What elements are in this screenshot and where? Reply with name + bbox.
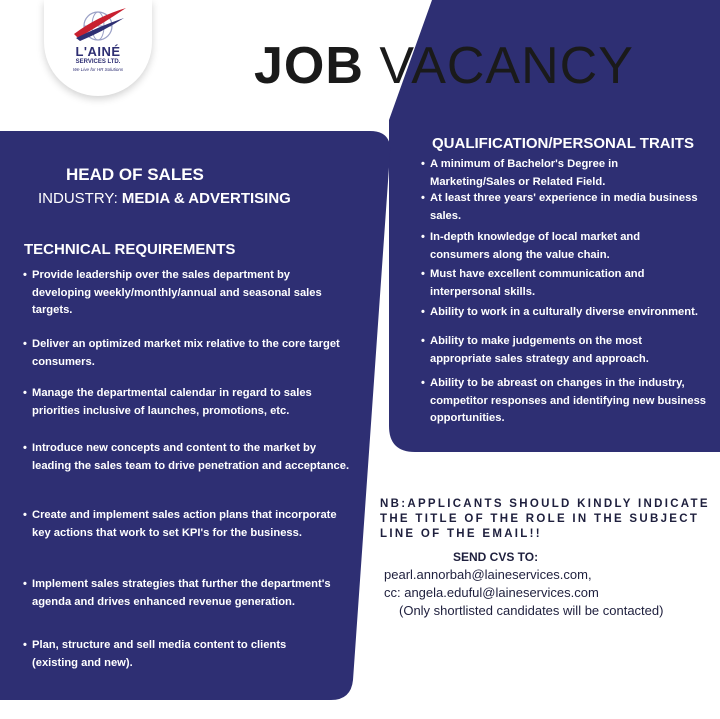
tech-item: • Deliver an optimized market mix relative to the core target consumers. — [23, 338, 340, 368]
qualification-item: • In-depth knowledge of local market and consumers along the value chain. — [421, 231, 641, 261]
cc-email-link[interactable]: cc: angela.eduful@laineservices.com — [384, 585, 599, 600]
applicant-note: NB:APPLICANTS SHOULD KINDLY INDICATE THE TITLE OF THE ROLE IN THE SUBJECT LINE OF THE EMAIL!! — [380, 498, 710, 540]
title-word-vacancy: VACANCY — [379, 37, 634, 95]
tech-item: • Introduce new concepts and content to the market by leading the sales team to drive penetration and acceptance. — [23, 442, 350, 472]
logo-tagline: We Live for HR Solutions — [72, 67, 124, 72]
title-word-job: JOB — [254, 37, 364, 95]
primary-email-link[interactable]: pearl.annorbah@laineservices.com, — [384, 567, 592, 582]
qualification-item: • Must have excellent communication and interpersonal skills. — [421, 268, 645, 298]
industry-value: MEDIA & ADVERTISING — [121, 190, 291, 207]
technical-requirements-heading: TECHNICAL REQUIREMENTS — [24, 241, 236, 258]
tech-item: • Plan, structure and sell media content to clients (existing and new). — [23, 639, 287, 669]
qualification-item: • At least three years' experience in media business sales. — [421, 192, 698, 222]
send-cvs-label: SEND CVS TO: — [453, 550, 539, 564]
qualification-heading: QUALIFICATION/PERSONAL TRAITS — [432, 135, 694, 152]
tech-item: • Provide leadership over the sales department by developing weekly/monthly/annual and seasonal sales targets. — [23, 269, 322, 316]
qualification-item: • Ability to be abreast on changes in the industry, competitor responses and identifying new business opportunities. — [421, 377, 707, 424]
qualification-item: • Ability to make judgements on the most appropriate sales strategy and approach. — [421, 335, 649, 365]
globe-swoosh-icon — [68, 4, 128, 44]
qualification-item: • A minimum of Bachelor's Degree in Marketing/Sales or Related Field. — [421, 158, 619, 188]
tech-item: • Implement sales strategies that further the department's agenda and drives enhanced revenue generation. — [23, 578, 331, 608]
role-title: HEAD OF SALES — [66, 165, 204, 184]
tech-item: • Manage the departmental calendar in regard to sales priorities inclusive of launches, promotions, etc. — [23, 387, 312, 417]
tech-item: • Create and implement sales action plans that incorporate key actions that work to set KPI's for the business. — [23, 509, 337, 539]
logo-name: L'AINÉ — [75, 44, 121, 59]
qualification-item: • Ability to work in a culturally diverse environment. — [421, 306, 698, 318]
industry-line — [38, 190, 291, 207]
industry-label: INDUSTRY: — [38, 190, 118, 207]
logo-subtitle: SERVICES LTD. — [75, 59, 121, 65]
page-title — [254, 36, 634, 96]
shortlist-disclaimer: (Only shortlisted candidates will be contacted) — [399, 603, 664, 618]
